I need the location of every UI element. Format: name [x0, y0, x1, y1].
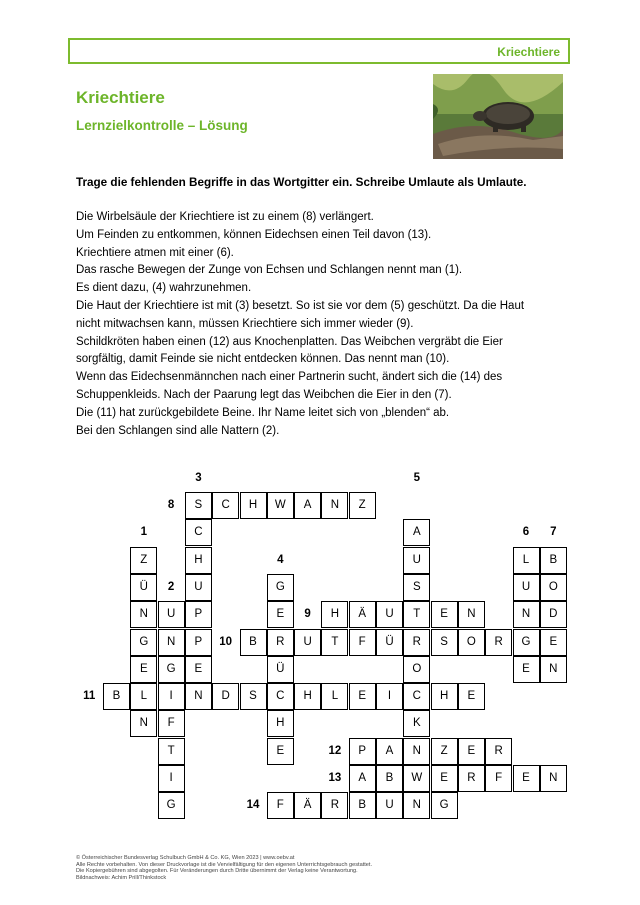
crossword-cell: U: [376, 792, 403, 819]
crossword-cell: H: [240, 492, 267, 519]
crossword-cell: G: [158, 792, 185, 819]
crossword-cell: N: [130, 601, 157, 628]
crossword-cell: Ü: [130, 574, 157, 601]
crossword-cell: H: [185, 547, 212, 574]
crossword-cell: Ü: [376, 629, 403, 656]
crossword-cell: E: [267, 601, 294, 628]
footer: [76, 855, 372, 881]
crossword-cell: K: [403, 710, 430, 737]
crossword-cell: O: [540, 574, 567, 601]
crossword-cell: E: [431, 765, 458, 792]
crossword-cell: I: [158, 683, 185, 710]
crossword-cell: G: [513, 629, 540, 656]
clue-line: Das rasche Bewegen der Zunge von Echsen und Schlangen nennt man (1).: [76, 264, 463, 277]
crossword-cell: N: [321, 492, 348, 519]
crossword-cell: I: [158, 765, 185, 792]
clue-number: 6: [522, 526, 530, 539]
footer-line: Die Kopiergebühren sind abgegolten. Für Veränderungen durch Dritte übernimmt der Verlag keine Verantwortung.: [76, 868, 358, 875]
crossword-cell: E: [513, 656, 540, 683]
clue-number: 4: [277, 553, 284, 566]
footer-line: Bildnachweis: Achim Prill/Thinkstock: [76, 874, 167, 881]
crossword-cell: E: [185, 656, 212, 683]
crossword-cell: L: [321, 683, 348, 710]
clue-number: 12: [328, 744, 342, 757]
clue-number: 14: [246, 799, 260, 812]
crossword-cell: A: [294, 492, 321, 519]
crossword-cell: A: [376, 738, 403, 765]
crossword-cell: S: [431, 629, 458, 656]
crossword-cell: E: [540, 629, 567, 656]
crossword-cell: G: [158, 656, 185, 683]
crossword-cell: L: [130, 683, 157, 710]
crossword-cell: R: [321, 792, 348, 819]
crossword-cell: L: [513, 547, 540, 574]
crossword-cell: E: [267, 738, 294, 765]
clue-line: Die Wirbelsäule der Kriechtiere ist zu einem (8) verlängert.: [76, 211, 374, 223]
crossword-cell: Ä: [349, 601, 376, 628]
crossword-cell: R: [485, 629, 512, 656]
crossword-cell: P: [185, 601, 212, 628]
clue-line: Die Haut der Kriechtiere ist mit (3) besetzt. So ist sie vor dem (5) geschützt. Da die Haut: [76, 299, 525, 312]
crossword-cell: S: [185, 492, 212, 519]
crossword-cell: O: [403, 656, 430, 683]
crossword-cell: C: [185, 519, 212, 546]
crossword-cell: H: [321, 601, 348, 628]
clue-line: Um Feinden zu entkommen, können Eidechsen einen Teil davon (13).: [76, 228, 432, 241]
clue-line: Wenn das Eidechsenmännchen nach einer Partnerin sucht, ändert sich die (14) des: [76, 371, 503, 384]
clue-number: 13: [328, 772, 342, 784]
crossword-cell: T: [158, 738, 185, 765]
crossword-cell: C: [212, 492, 239, 519]
crossword-cell: N: [540, 656, 567, 683]
crossword-cell: B: [103, 683, 130, 710]
crossword-cell: T: [321, 629, 348, 656]
crossword-cell: C: [267, 683, 294, 710]
page-title: Kriechtiere: [76, 88, 165, 107]
crossword-cell: E: [349, 683, 376, 710]
crossword-cell: B: [240, 629, 267, 656]
crossword-cell: R: [403, 629, 430, 656]
clue-line: Schildkröten haben einen (12) aus Knochenplatten. Das Weibchen vergräbt die Eier: [76, 335, 503, 348]
clue-number: 9: [304, 608, 311, 621]
crossword-cell: N: [458, 601, 485, 628]
clue-line: nicht mitwachsen kann, müssen Kriechtiere sich immer wieder (9).: [76, 317, 414, 330]
crossword-cell: G: [431, 792, 458, 819]
crossword-cell: E: [431, 601, 458, 628]
crossword-cell: O: [458, 629, 485, 656]
crossword-cell: U: [158, 601, 185, 628]
crossword-cell: N: [403, 792, 430, 819]
crossword-cell: P: [349, 738, 376, 765]
crossword-cell: R: [267, 629, 294, 656]
crossword-cell: U: [513, 574, 540, 601]
crossword-cell: A: [349, 765, 376, 792]
clue-line: Es dient dazu, (4) wahrzunehmen.: [76, 282, 252, 295]
clue-number: 3: [195, 471, 202, 484]
crossword-cell: E: [130, 656, 157, 683]
crossword-cell: B: [540, 547, 567, 574]
crossword-cell: S: [240, 683, 267, 710]
crossword-cell: Z: [349, 492, 376, 519]
clue-number: 10: [219, 635, 233, 648]
crossword-cell: D: [540, 601, 567, 628]
clue-number: 5: [413, 471, 420, 484]
page-subtitle: Lernzielkontrolle – Lösung: [76, 118, 248, 133]
crossword-cell: B: [376, 765, 403, 792]
clue-number: 7: [550, 526, 557, 539]
crossword-cell: N: [185, 683, 212, 710]
clue-line: sorgfältig, damit Feinde sie nicht entdecken können. Das nennt man (10).: [76, 353, 450, 366]
crossword-cell: R: [485, 738, 512, 765]
crossword-cell: H: [294, 683, 321, 710]
crossword-cell: N: [403, 738, 430, 765]
clue-line: Kriechtiere atmen mit einer (6).: [76, 246, 234, 259]
footer-line: Alle Rechte vorbehalten. Von dieser Druckvorlage ist die Vervielfältigung für den eigenen Unterrichtsgebrauch gestattet.: [76, 861, 373, 868]
crossword-cell: E: [458, 683, 485, 710]
crossword-cell: Ä: [294, 792, 321, 819]
crossword-cell: F: [267, 792, 294, 819]
crossword-cell: F: [158, 710, 185, 737]
clue-number: 11: [83, 690, 96, 703]
crossword-cell: S: [403, 574, 430, 601]
crossword-cell: Z: [130, 547, 157, 574]
crossword-cell: W: [403, 765, 430, 792]
clue-number: 2: [167, 580, 175, 593]
clue-number: 8: [167, 499, 175, 511]
crossword-cell: I: [376, 683, 403, 710]
crossword-cell: G: [267, 574, 294, 601]
crossword-cell: H: [431, 683, 458, 710]
crossword-cell: A: [403, 519, 430, 546]
crossword-cell: B: [349, 792, 376, 819]
crossword-cell: D: [212, 683, 239, 710]
crossword-cell: N: [130, 710, 157, 737]
crossword-cell: U: [403, 547, 430, 574]
crossword-cell: Ü: [267, 656, 294, 683]
crossword-cell: W: [267, 492, 294, 519]
crossword-cell: U: [185, 574, 212, 601]
instruction-text: Trage die fehlenden Begriffe in das Wortgitter ein. Schreibe Umlaute als Umlaute.: [76, 176, 527, 189]
crossword-cell: E: [458, 738, 485, 765]
crossword-cell: P: [185, 629, 212, 656]
crossword-cell: Z: [431, 738, 458, 765]
crossword-cell: N: [158, 629, 185, 656]
crossword-cell: G: [130, 629, 157, 656]
header-label: Kriechtiere: [497, 45, 560, 59]
crossword-cell: U: [376, 601, 403, 628]
crossword-cell: U: [294, 629, 321, 656]
crossword-cell: R: [458, 765, 485, 792]
crossword-cell: F: [485, 765, 512, 792]
crossword-cell: T: [403, 601, 430, 628]
crossword-cell: N: [540, 765, 567, 792]
clue-line: Schuppenkleids. Nach der Paarung legt das Weibchen die Eier in den (7).: [76, 388, 452, 401]
clue-number: 1: [140, 526, 147, 539]
crossword-cell: F: [349, 629, 376, 656]
crossword-cell: H: [267, 710, 294, 737]
crossword-cell: N: [513, 601, 540, 628]
crossword-cell: C: [403, 683, 430, 710]
clue-line: Bei den Schlangen sind alle Nattern (2).: [76, 424, 280, 437]
crossword-cell: E: [513, 765, 540, 792]
footer-line: © Österreichischer Bundesverlag Schulbuch GmbH & Co. KG, Wien 2023 | www.oebv.at: [76, 855, 295, 861]
clue-line: Die (11) hat zurückgebildete Beine. Ihr Name leitet sich von „blenden“ ab.: [76, 406, 450, 419]
